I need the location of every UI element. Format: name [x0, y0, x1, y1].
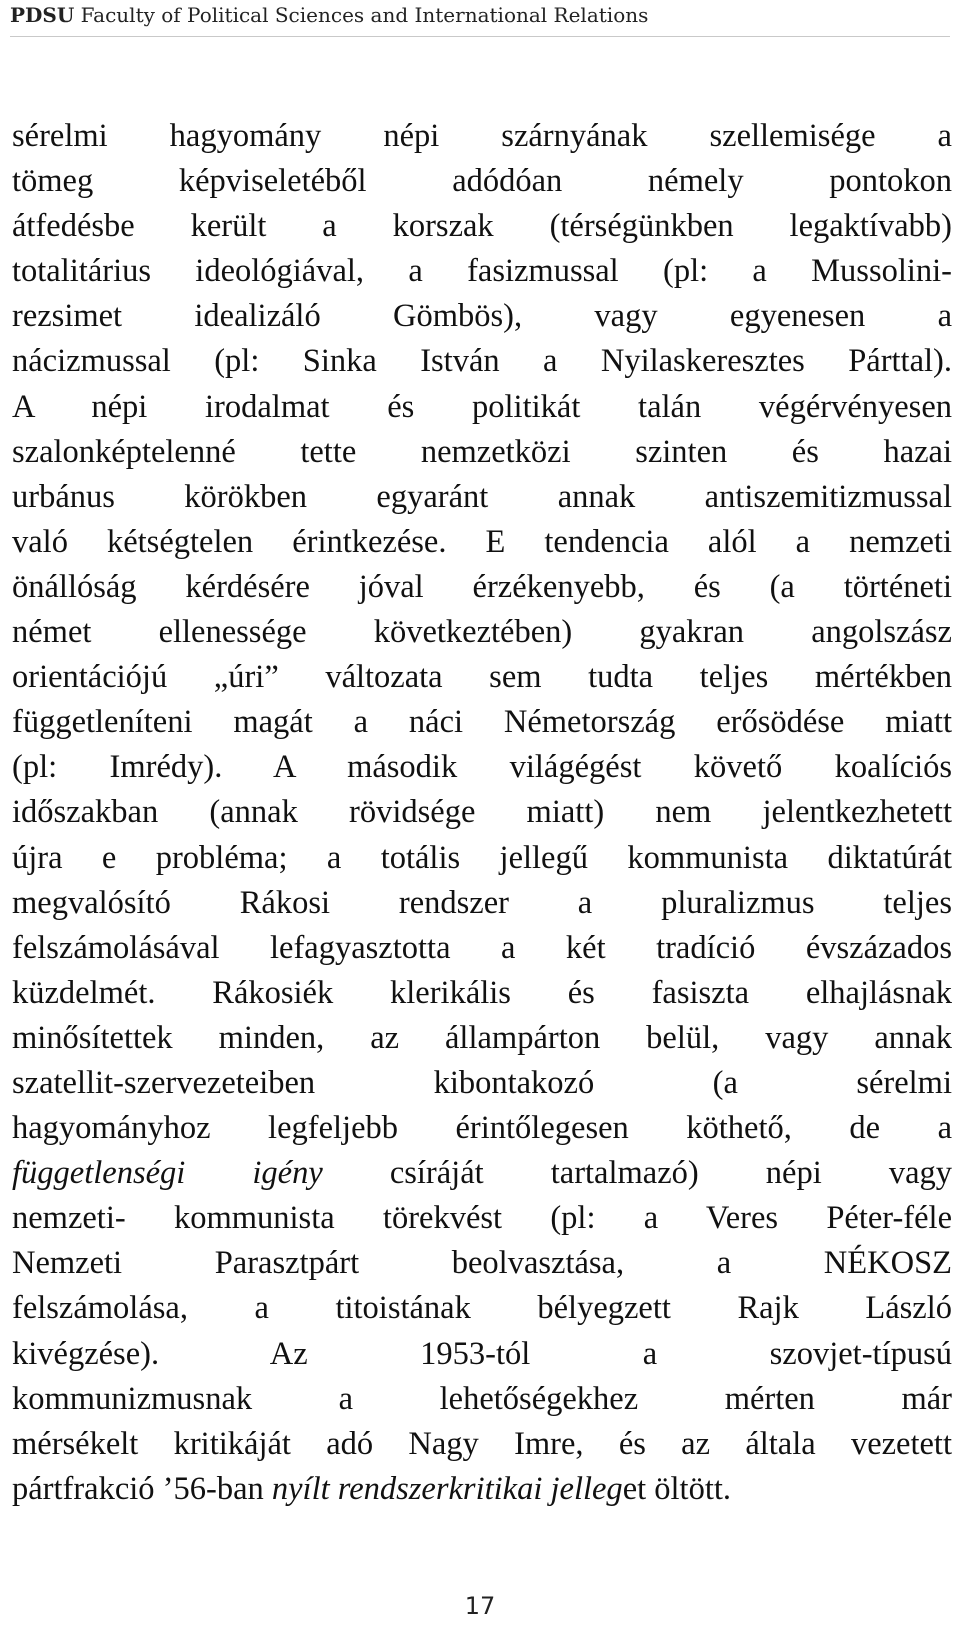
text-line	[12, 385, 952, 430]
text-line	[12, 881, 952, 926]
text-line	[12, 655, 952, 700]
text-line	[12, 159, 952, 204]
text-segment: sérelmi hagyomány népi szárnyának szellemisége a	[12, 118, 952, 154]
text-segment: pártfrakció ’56-ban	[12, 1470, 272, 1507]
text-line	[12, 1286, 952, 1331]
italic-text: függetlenségi igény	[12, 1155, 323, 1192]
text-line	[12, 1151, 952, 1196]
page-number: 17	[464, 1592, 496, 1620]
text-segment: szatellit-szervezeteiben kibontakozó (a sérelmi	[12, 1064, 952, 1101]
text-segment: felszámolásával lefagyasztotta a két tradíció évszázados	[12, 929, 952, 966]
text-line	[12, 700, 952, 745]
italic-text: nyílt rendszerkritikai jelleg	[271, 1470, 623, 1507]
text-line	[12, 926, 952, 971]
text-segment: mérsékelt kritikáját adó Nagy Imre, és az általa vezetett	[12, 1425, 952, 1462]
text-line	[12, 114, 952, 159]
text-line	[12, 790, 952, 835]
text-segment: (pl: Imrédy). A második világégést követő koalíciós	[12, 749, 952, 786]
header-divider	[10, 36, 950, 37]
text-segment: nácizmussal (pl: Sinka István a Nyilaskeresztes Párttal).	[12, 343, 952, 380]
text-segment: megvalósító Rákosi rendszer a pluralizmus teljes	[12, 884, 952, 921]
text-segment: Nemzeti Parasztpárt beolvasztása, a NÉKOSZ	[12, 1245, 952, 1282]
text-segment: átfedésbe került a korszak (térségünkben legaktívabb)	[12, 208, 952, 245]
text-line	[12, 1061, 952, 1106]
text-segment: felszámolása, a titoistának bélyegzett Rajk László	[12, 1290, 952, 1327]
text-line	[12, 1377, 952, 1422]
text-segment: német ellenessége következtében) gyakran angolszász	[12, 614, 952, 651]
text-line	[12, 836, 952, 881]
faculty-name: Faculty of Political Sciences and International Relations	[80, 3, 649, 27]
text-segment: kommunizmusnak a lehetőségekhez mérten már	[12, 1380, 952, 1417]
university-abbreviation: PDSU	[10, 3, 75, 27]
text-line	[12, 430, 952, 475]
text-segment: orientációjú „úri” változata sem tudta teljes mértékben	[12, 659, 952, 696]
text-line	[12, 1241, 952, 1286]
text-segment: időszakban (annak rövidsége miatt) nem jelentkezhetett	[12, 794, 952, 831]
text-line	[12, 249, 952, 294]
text-line	[12, 565, 952, 610]
text-segment: hagyományhoz legfeljebb érintőlegesen köthető, de a	[12, 1110, 952, 1147]
text-segment: A népi irodalmat és politikát talán végérvényesen	[12, 388, 952, 425]
text-segment: csíráját tartalmazó) népi vagy	[322, 1155, 952, 1192]
text-segment: újra e probléma; a totális jellegű kommunista diktatúrát	[12, 839, 952, 876]
text-segment: nemzeti- kommunista törekvést (pl: a Veres Péter-féle	[12, 1200, 952, 1237]
text-line	[12, 339, 952, 384]
text-segment: urbánus körökben egyaránt annak antiszemitizmussal	[12, 478, 952, 515]
text-segment: tömeg képviseletéből adódóan némely pontokon	[12, 163, 952, 200]
text-line	[12, 1422, 952, 1467]
text-segment: önállóság kérdésére jóval érzékenyebb, és (a történeti	[12, 568, 952, 605]
text-line	[12, 1332, 952, 1377]
text-line	[12, 1467, 952, 1512]
text-segment: szalonképtelenné tette nemzetközi szinten és hazai	[12, 433, 952, 470]
text-line	[12, 475, 952, 520]
text-line	[12, 1106, 952, 1151]
text-line	[12, 610, 952, 655]
text-segment: függetleníteni magát a náci Németország erősödése miatt	[12, 704, 952, 741]
text-line	[12, 294, 952, 339]
text-line	[12, 204, 952, 249]
text-segment: et öltött.	[622, 1470, 732, 1507]
text-segment: való kétségtelen érintkezése. E tendencia alól a nemzeti	[12, 523, 952, 560]
text-segment: kivégzése). Az 1953-tól a szovjet-típusú	[12, 1335, 952, 1372]
text-segment: küzdelmét. Rákosiék klerikális és fasiszta elhajlásnak	[12, 974, 952, 1011]
text-line	[12, 1016, 952, 1061]
text-line	[12, 520, 952, 565]
text-segment: rezsimet idealizáló Gömbös), vagy egyenesen a	[12, 298, 952, 335]
text-line	[12, 1196, 952, 1241]
text-line	[12, 745, 952, 790]
running-header	[10, 0, 648, 30]
text-line	[12, 971, 952, 1016]
text-segment: totalitárius ideológiával, a fasizmussal (pl: a Mussolini-	[12, 253, 952, 290]
body-paragraph	[12, 114, 952, 1512]
text-segment: minősítettek minden, az állampárton belül, vagy annak	[12, 1019, 952, 1056]
